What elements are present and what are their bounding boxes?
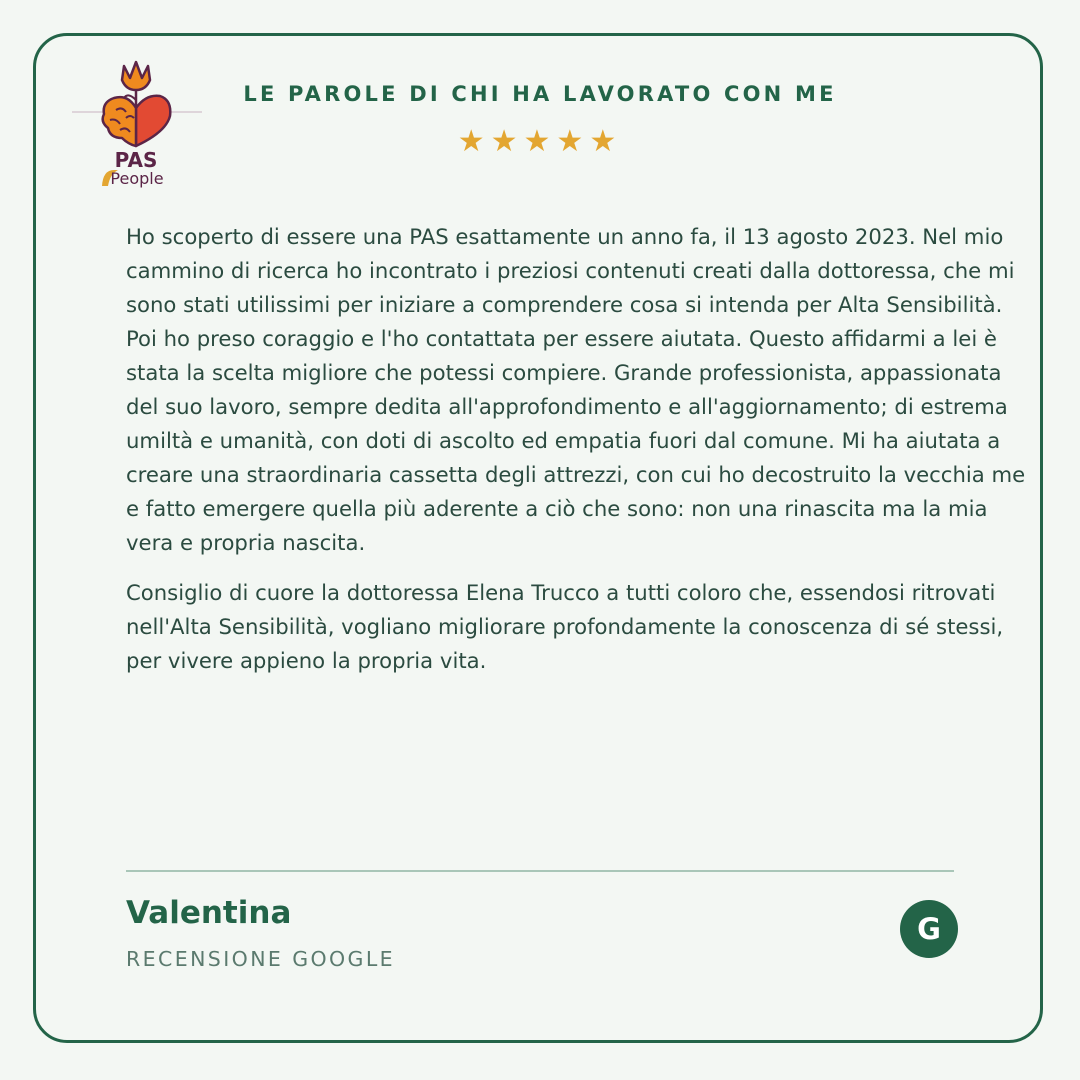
review-paragraph: Ho scoperto di essere una PAS esattamente un anno fa, il 13 agosto 2023. Nel mio cammino di ricerca ho incontrato i preziosi contenuti creati dalla dottoressa, che mi sono stati utilissimi per iniziare a comprendere cosa si intenda per Alta Sensibilità. Poi ho preso coraggio e l'ho contattata per essere aiutata. Questo affidarmi a lei è stata la scelta migliore che potessi compiere. Grande professionista, appassionata del suo lavoro, sempre dedita all'approfondimento e all'aggiornamento; di estrema umiltà e umanità, con doti di ascolto ed empatia fuori dal comune. Mi ha aiutata a creare una straordinaria cassetta degli attrezzi, con cui ho decostruito la vecchia me e fatto emergere quella più aderente a ciò che sono: non una rinascita ma la mia vera e propria nascita. [126,224,1026,555]
section-eyebrow: LE PAROLE DI CHI HA LAVORATO CON ME [243,82,837,106]
google-g-icon: G [900,900,958,958]
footer-divider [126,870,954,872]
review-paragraph: Consiglio di cuore la dottoressa Elena Trucco a tutti coloro che, essendosi ritrovati nell'Alta Sensibilità, vogliano migliorare profondamente la conoscenza di sé stessi, per vivere appieno la propria vita. [126,580,1004,673]
review-source: RECENSIONE GOOGLE [126,947,396,971]
pas-people-logo [70,56,205,191]
logo-brand-subtext: People [110,169,164,188]
reviewer-name: Valentina [126,895,292,931]
rating-stars: ★★★★★ [457,124,623,159]
review-text [126,220,1031,694]
logo-brand-text: PAS [114,148,158,172]
